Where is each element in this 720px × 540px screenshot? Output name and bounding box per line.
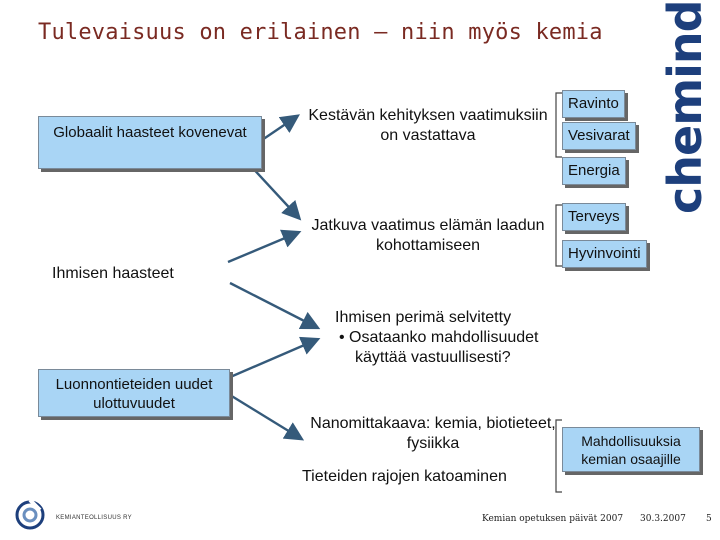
genome-block	[335, 308, 539, 368]
tag-energia: Energia	[562, 157, 626, 185]
genome-bullet: • Osataanko mahdollisuudet	[339, 329, 539, 346]
human-challenges-label: Ihmisen haasteet	[52, 265, 174, 282]
chemical-industry-logo	[17, 500, 43, 528]
box-science-dimensions	[38, 369, 230, 417]
footer-date: 30.3.2007	[640, 514, 686, 524]
tag-hyvinvointi: Hyvinvointi	[562, 240, 647, 268]
arrow-science-to-nano	[230, 395, 300, 438]
footer-event: Kemian opetuksen päivät 2007	[482, 514, 624, 524]
box-opportunities	[562, 427, 700, 472]
box-human-challenges	[38, 252, 230, 292]
global-challenges-label: Globaalit haasteet kovenevat	[53, 124, 247, 141]
science-dimensions-label: Luonnontieteiden uudet ulottuvuudet	[55, 376, 213, 412]
boundaries-text: Tieteiden rajojen katoaminen	[302, 468, 507, 485]
tag-terveys: Terveys	[562, 203, 626, 231]
arrow-global-to-sustainable	[262, 117, 296, 140]
genome-heading: Ihmisen perimä selvitetty	[335, 309, 512, 326]
arrow-science-to-genome	[228, 340, 316, 378]
genome-bullet-cont: käyttää vastuullisesti?	[355, 349, 511, 366]
arrow-global-to-quality	[248, 163, 298, 217]
opportunities-label: Mahdollisuuksia kemian osaajille	[581, 433, 681, 467]
brand-name: chemind	[658, 0, 712, 214]
arrow-human-to-quality	[228, 233, 297, 262]
org-name: KEMIANTEOLLISUUS RY	[56, 515, 132, 521]
tag-ravinto: Ravinto	[562, 90, 625, 118]
footer-page-number: 5	[706, 514, 712, 524]
arrow-human-to-genome	[230, 283, 316, 327]
box-global-challenges	[38, 116, 262, 169]
sustainable-text: Kestävän kehityksen vaatimuksiin on vastattava	[308, 107, 548, 144]
quality-text: Jatkuva vaatimus elämän laadun kohottamiseen	[311, 217, 545, 254]
tag-vesivarat: Vesivarat	[562, 122, 636, 150]
nano-text: Nanomittakaava: kemia, biotieteet, fysiikka	[310, 415, 556, 452]
slide-title: Tulevaisuus on erilainen – niin myös kemia	[38, 20, 603, 45]
